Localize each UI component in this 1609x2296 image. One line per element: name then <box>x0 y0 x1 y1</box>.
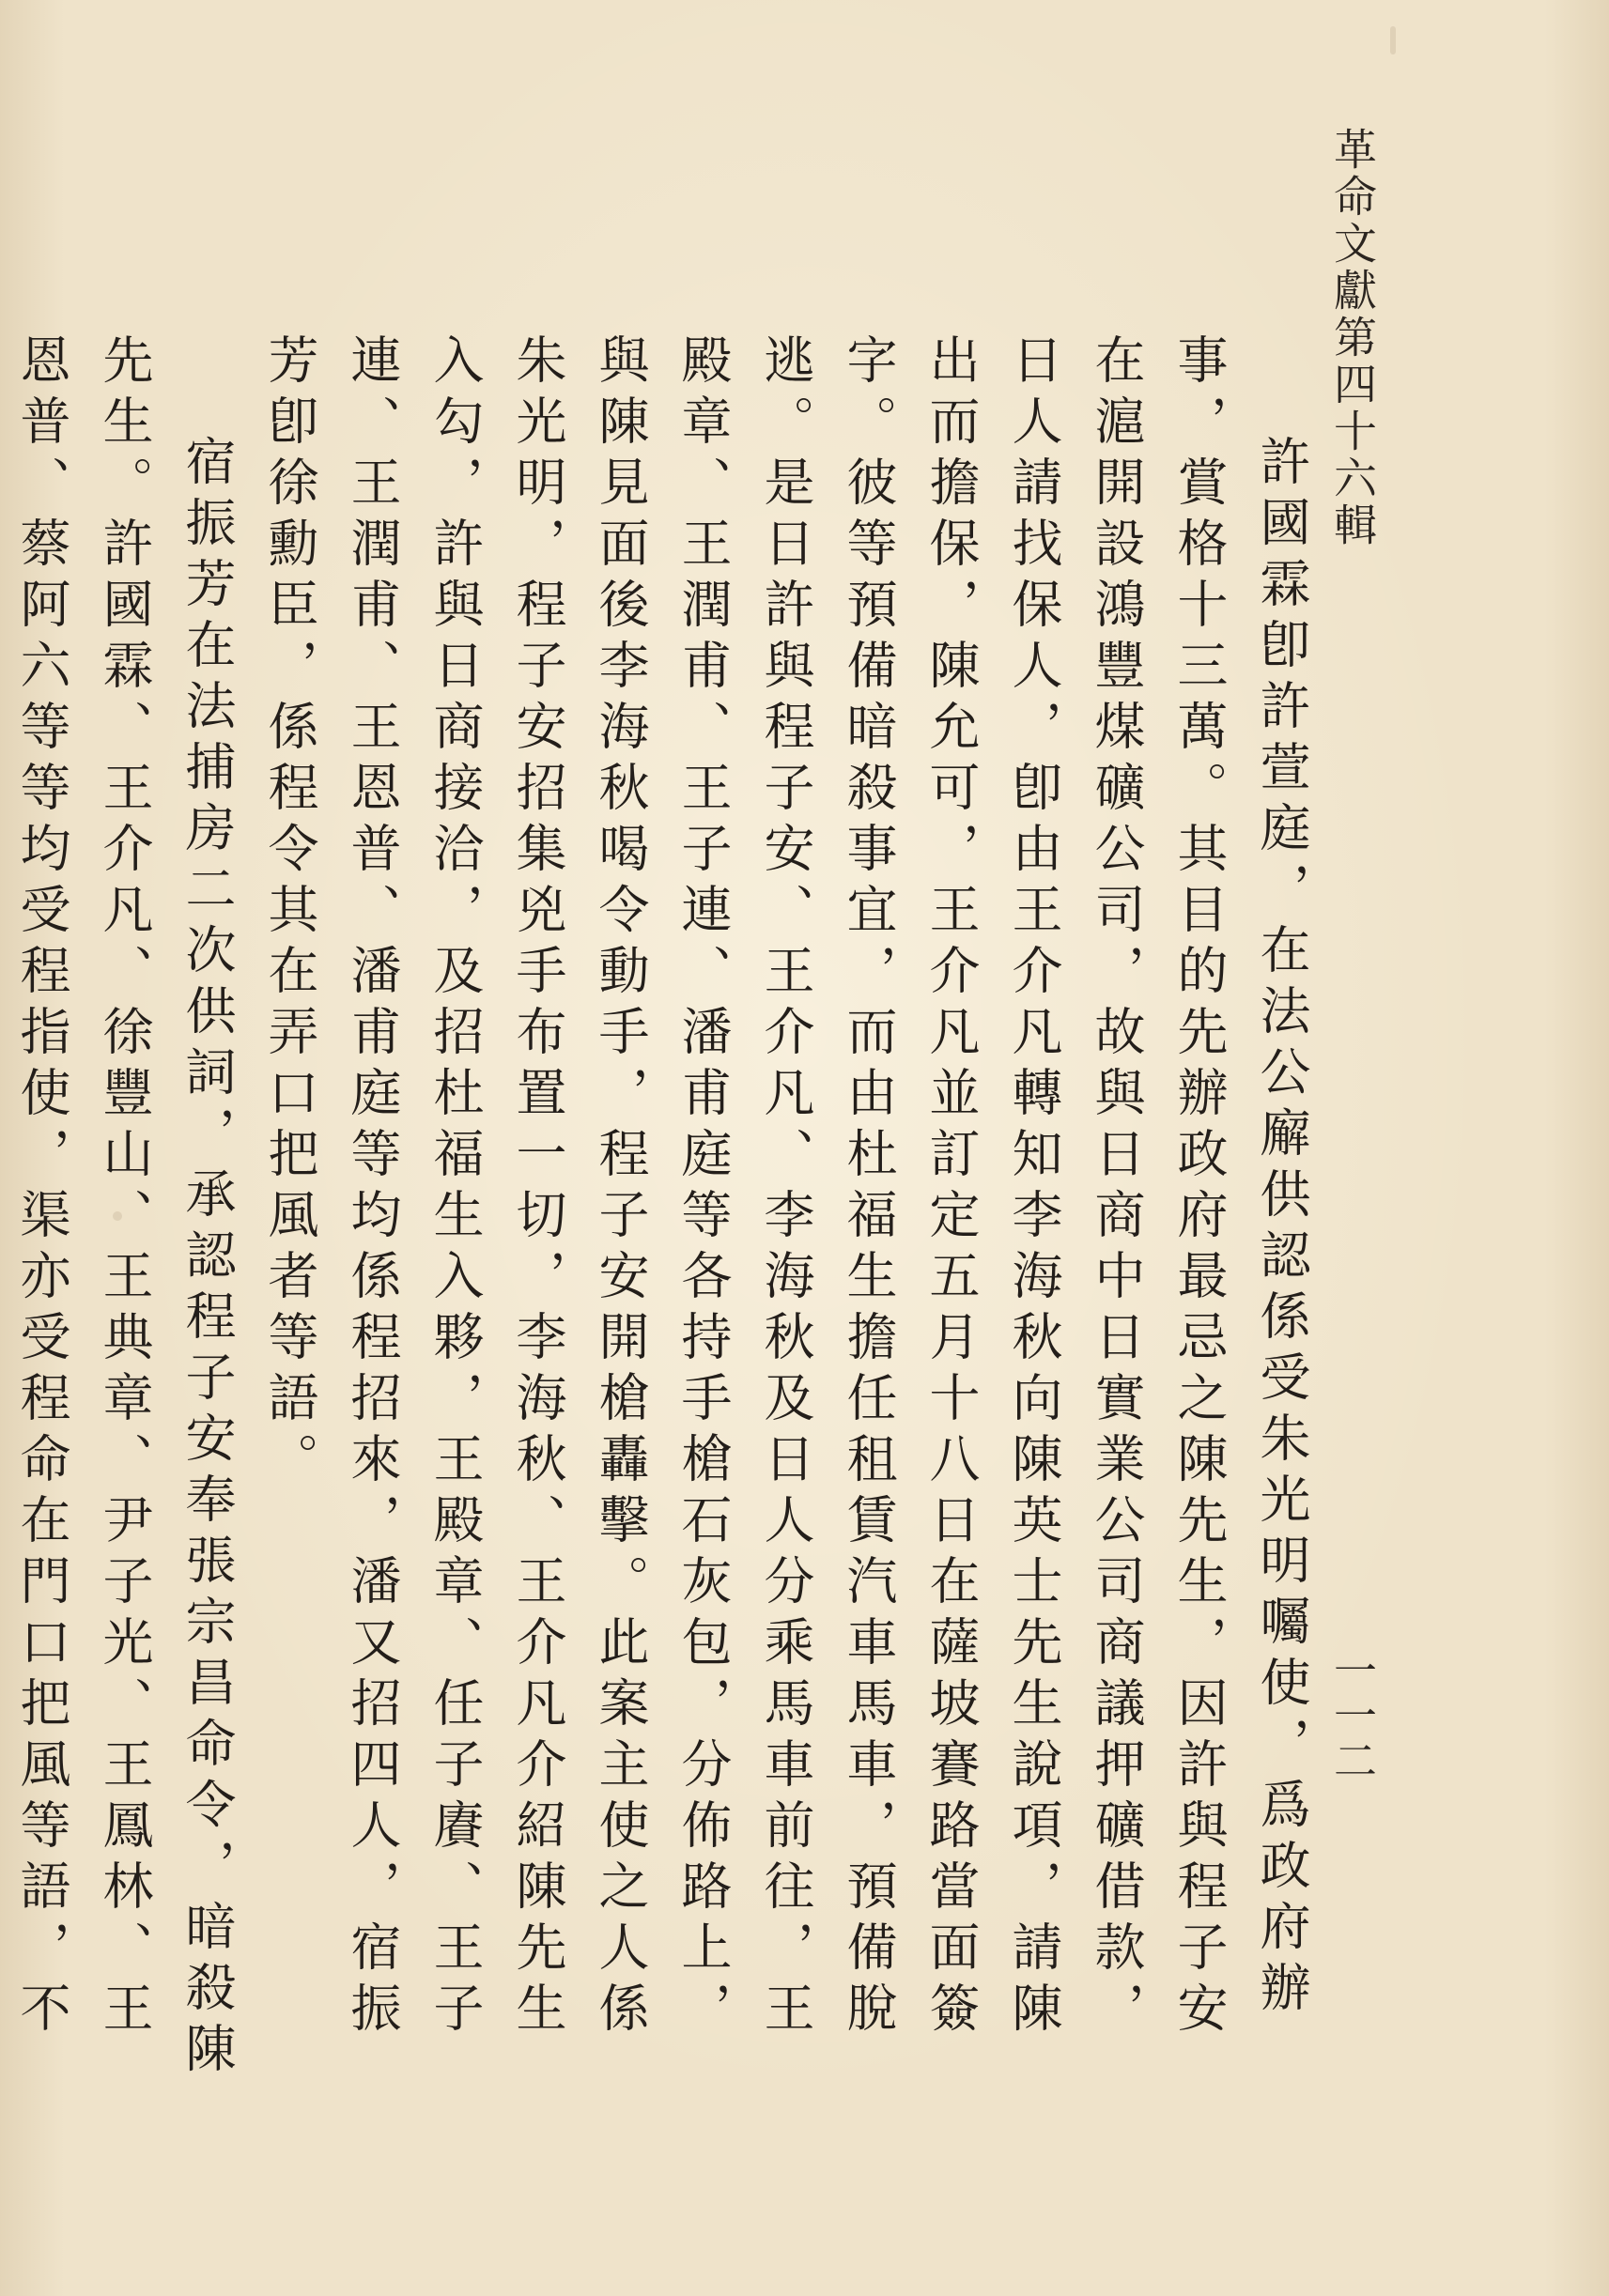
running-title: 革命文獻第四十六輯 <box>1327 127 1378 549</box>
page-number: 一一二 <box>1327 1648 1378 1783</box>
body-text <box>12 333 1323 2099</box>
paragraph: 宿振芳在法捕房二次供詞，承認程子安奉張宗昌命令，暗殺陳先生。許國霖、王介凡、徐豐山、王典章、尹子光、王鳳林、王恩普、蔡阿六等等均受程指使，渠亦受程命在門口把風等語，不 <box>12 333 237 2083</box>
paper-stain <box>1390 26 1396 54</box>
paragraph: 許國霖卽許萱庭，在法公廨供認係受朱光明囑使，爲政府辦事，賞格十三萬。其目的先辦政府最忌之陳先生，因許與程子安在滬開設鴻豐煤礦公司，故與日商中日實業公司商議押礦借款，日人請找保人，卽由王介凡轉知李海秋向陳英士先生說項，請陳出而擔保，陳允可，王介凡並訂定五月十八日在薩坡賽路當面簽字。彼等預備暗殺事宜，而由杜福生擔任租賃汽車馬車，預備脫逃。是日許與程子安、王介凡、李海秋及日人分乘馬車前往，王殿章、王潤甫、王子連、潘甫庭等各持手槍石灰包，分佈路上，與陳見面後李海秋喝令動手，程子安開槍轟擊。此案主使之人係朱光明，程子安招集兇手布置一切，李海秋、王介凡介紹陳先生入勾，許與日商接洽，及招杜福生入夥，王殿章、任子賡、王子連、王潤甫、王恩普、潘甫庭等均係程招來，潘又招四人，宿振芳卽徐勳臣，係程令其在弄口把風者等語。 <box>260 333 1311 2042</box>
